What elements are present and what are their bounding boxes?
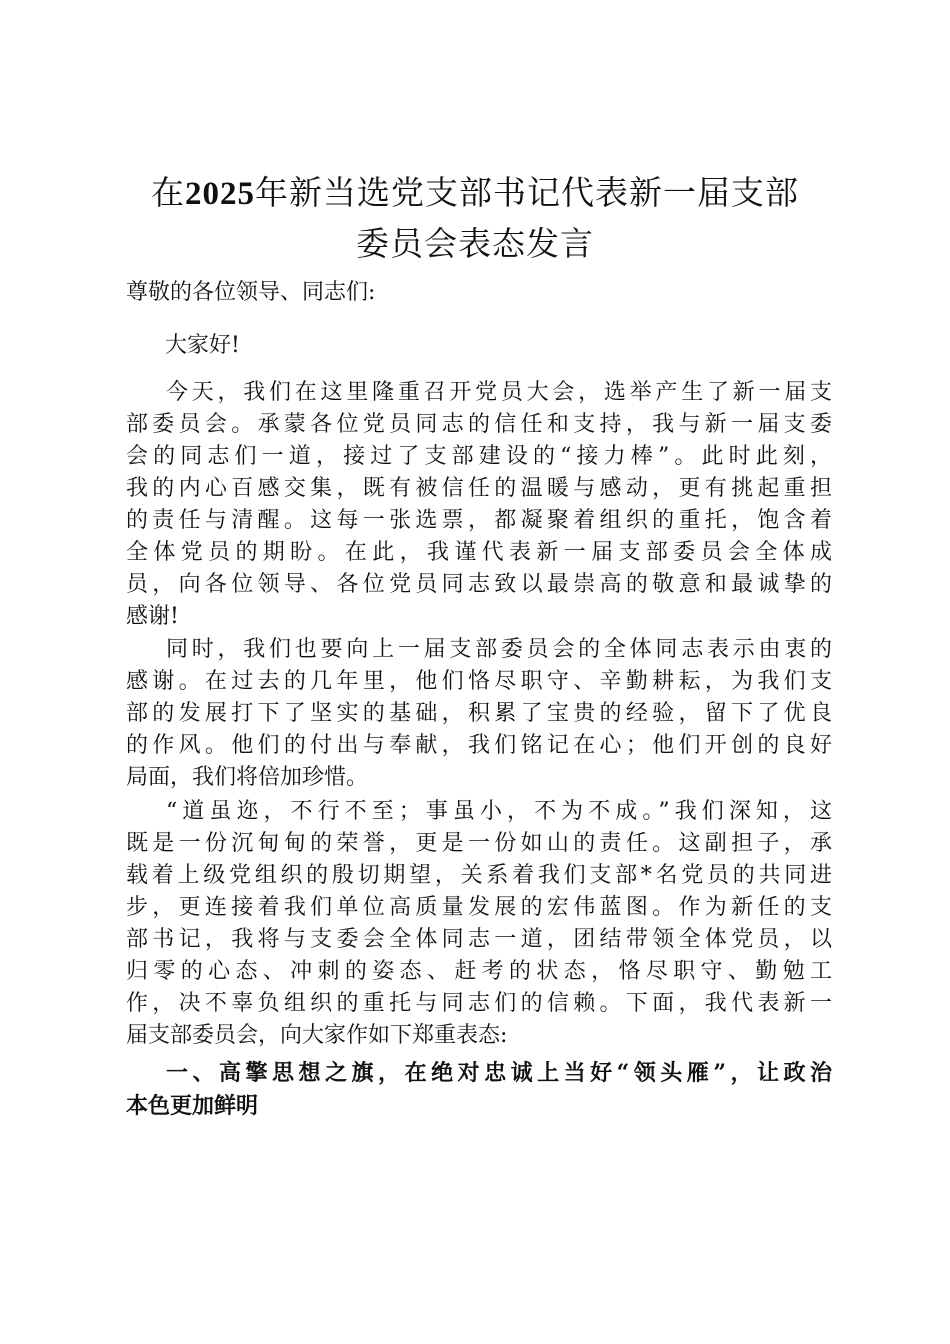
greeting: 大家好! (165, 333, 240, 358)
paragraph-line: 既是一份沉甸甸的荣誉，更是一份如山的责任。这副担子，承 (126, 831, 832, 856)
paragraph-line: 全体党员的期盼。在此，我谨代表新一届支部委员会全体成 (126, 540, 832, 565)
paragraph-line: 局面，我们将倍加珍惜。 (126, 765, 369, 790)
paragraph-line: 的责任与清醒。这每一张选票，都凝聚着组织的重托，饱含着 (126, 508, 832, 533)
section-heading (126, 1057, 832, 1123)
title-prefix: 在 (151, 173, 185, 212)
paragraph-1 (126, 377, 832, 633)
paragraph-line: 同时，我们也要向上一届支部委员会的全体同志表示由衷的 (166, 637, 832, 662)
paragraph-line: 感谢。在过去的几年里，他们恪尽职守、辛勤耕耘，为我们支 (126, 669, 832, 694)
paragraph-line: 归零的心态、冲刺的姿态、赶考的状态，恪尽职守、勤勉工 (126, 959, 832, 984)
paragraph-2 (126, 634, 832, 794)
paragraph-line: 会的同志们一道，接过了支部建设的“接力棒”。此时此刻， (126, 444, 832, 469)
document-title (120, 168, 830, 268)
title-line-2: 委员会表态发言 (356, 224, 594, 263)
paragraph-line: 部书记，我将与支委会全体同志一道，团结带领全体党员，以 (126, 927, 832, 952)
paragraph-line: “道虽迩，不行不至；事虽小，不为不成。”我们深知，这 (166, 799, 832, 824)
paragraph-line: 部委员会。承蒙各位党员同志的信任和支持，我与新一届支委 (126, 412, 832, 437)
paragraph-line: 作，决不辜负组织的重托与同志们的信赖。下面，我代表新一 (126, 991, 832, 1016)
title-line-1 (120, 168, 830, 219)
paragraph-line: 感谢! (126, 604, 179, 629)
paragraph-line: 今天，我们在这里隆重召开党员大会，选举产生了新一届支 (166, 380, 832, 405)
paragraph-line: 部的发展打下了坚实的基础，积累了宝贵的经验，留下了优良 (126, 701, 832, 726)
section-heading-line: 一、高擎思想之旗，在绝对忠诚上当好“领头雁”，让政治 (166, 1060, 832, 1086)
paragraph-line: 的作风。他们的付出与奉献，我们铭记在心；他们开创的良好 (126, 733, 832, 758)
salutation: 尊敬的各位领导、同志们: (126, 280, 376, 305)
paragraph-line: 我的内心百感交集，既有被信任的温暖与感动，更有挑起重担 (126, 476, 832, 501)
paragraph-line: 步，更连接着我们单位高质量发展的宏伟蓝图。作为新任的支 (126, 895, 832, 920)
section-heading-line: 本色更加鲜明 (126, 1093, 259, 1119)
title-year: 2025 (185, 176, 255, 212)
paragraph-line: 员，向各位领导、各位党员同志致以最崇高的敬意和最诚挚的 (126, 572, 832, 597)
paragraph-3 (126, 796, 832, 1052)
title-suffix: 年新当选党支部书记代表新一届支部 (255, 173, 799, 212)
paragraph-line: 届支部委员会，向大家作如下郑重表态: (126, 1023, 508, 1048)
paragraph-line: 载着上级党组织的殷切期望，关系着我们支部*名党员的共同进 (126, 863, 832, 888)
